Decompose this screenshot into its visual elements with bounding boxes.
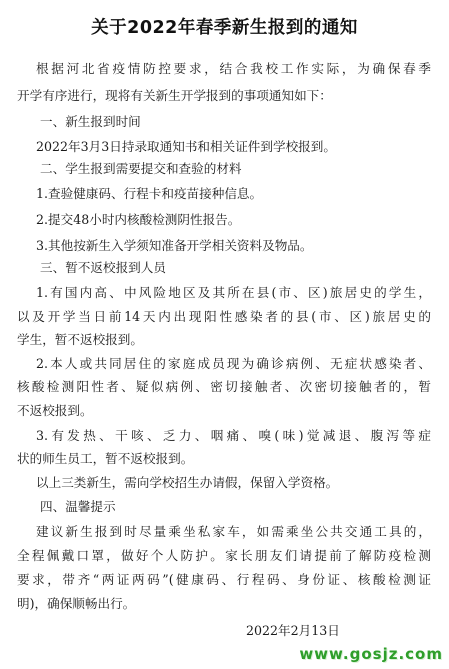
section-1-heading: 一、新生报到时间 bbox=[40, 114, 141, 129]
intro-line-1: 根据河北省疫情防控要求，结合我校工作实际，为确保春季 bbox=[36, 61, 431, 76]
section-2-item-2: 2.提交48小时内核酸检测阴性报告。 bbox=[36, 212, 241, 227]
section-3-item-2-line-1: 2.本人或共同居住的家庭成员现为确诊病例、无症状感染者、 bbox=[36, 356, 431, 371]
section-3-heading: 三、暂不返校报到人员 bbox=[40, 260, 166, 275]
section-1-paragraph: 2022年3月3日持录取通知书和相关证件到学校报到。 bbox=[36, 139, 336, 154]
document-title: 关于2022年春季新生报到的通知 bbox=[91, 18, 358, 38]
section-2-item-3: 3.其他按新生入学须知准备开学相关资料及物品。 bbox=[36, 238, 313, 253]
section-3-item-1-line-2: 以及开学当日前14天内出现阳性感染者的县(市、区)旅居史的 bbox=[17, 309, 431, 324]
section-4-heading: 四、温馨提示 bbox=[40, 499, 116, 514]
section-2-item-1: 1.查验健康码、行程卡和疫苗接种信息。 bbox=[36, 186, 263, 201]
section-4-line-3: 要求，带齐“两证两码”(健康码、行程码、身份证、核酸检测证 bbox=[17, 572, 431, 587]
section-4-line-2: 全程佩戴口罩，做好个人防护。家长朋友们请提前了解防疫检测 bbox=[17, 548, 431, 563]
section-4-line-4: 明)，确保顺畅出行。 bbox=[17, 596, 136, 611]
section-2-heading: 二、学生报到需要提交和查验的材料 bbox=[40, 161, 242, 176]
section-3-item-2-line-2: 核酸检测阳性者、疑似病例、密切接触者、次密切接触者的，暂 bbox=[17, 379, 431, 394]
site-watermark: www.gosjz.com bbox=[299, 645, 443, 663]
section-3-item-2-line-3: 不返校报到。 bbox=[17, 403, 93, 418]
section-3-note: 以上三类新生，需向学校招生办请假，保留入学资格。 bbox=[36, 475, 339, 490]
section-3-item-1-line-3: 学生，暂不返校报到。 bbox=[17, 332, 143, 347]
section-3-item-3-line-1: 3.有发热、干咳、乏力、咽痛、嗅(味)觉减退、腹泻等症 bbox=[36, 428, 431, 443]
document-date: 2022年2月13日 bbox=[246, 623, 340, 638]
section-4-line-1: 建议新生报到时尽量乘坐私家车，如需乘坐公共交通工具的， bbox=[36, 524, 431, 539]
intro-line-2: 开学有序进行，现将有关新生开学报到的事项通知如下： bbox=[17, 88, 332, 103]
section-3-item-3-line-2: 状的师生员工，暂不返校报到。 bbox=[17, 451, 194, 466]
section-3-item-1-line-1: 1.有国内高、中风险地区及其所在县(市、区)旅居史的学生， bbox=[36, 285, 431, 300]
